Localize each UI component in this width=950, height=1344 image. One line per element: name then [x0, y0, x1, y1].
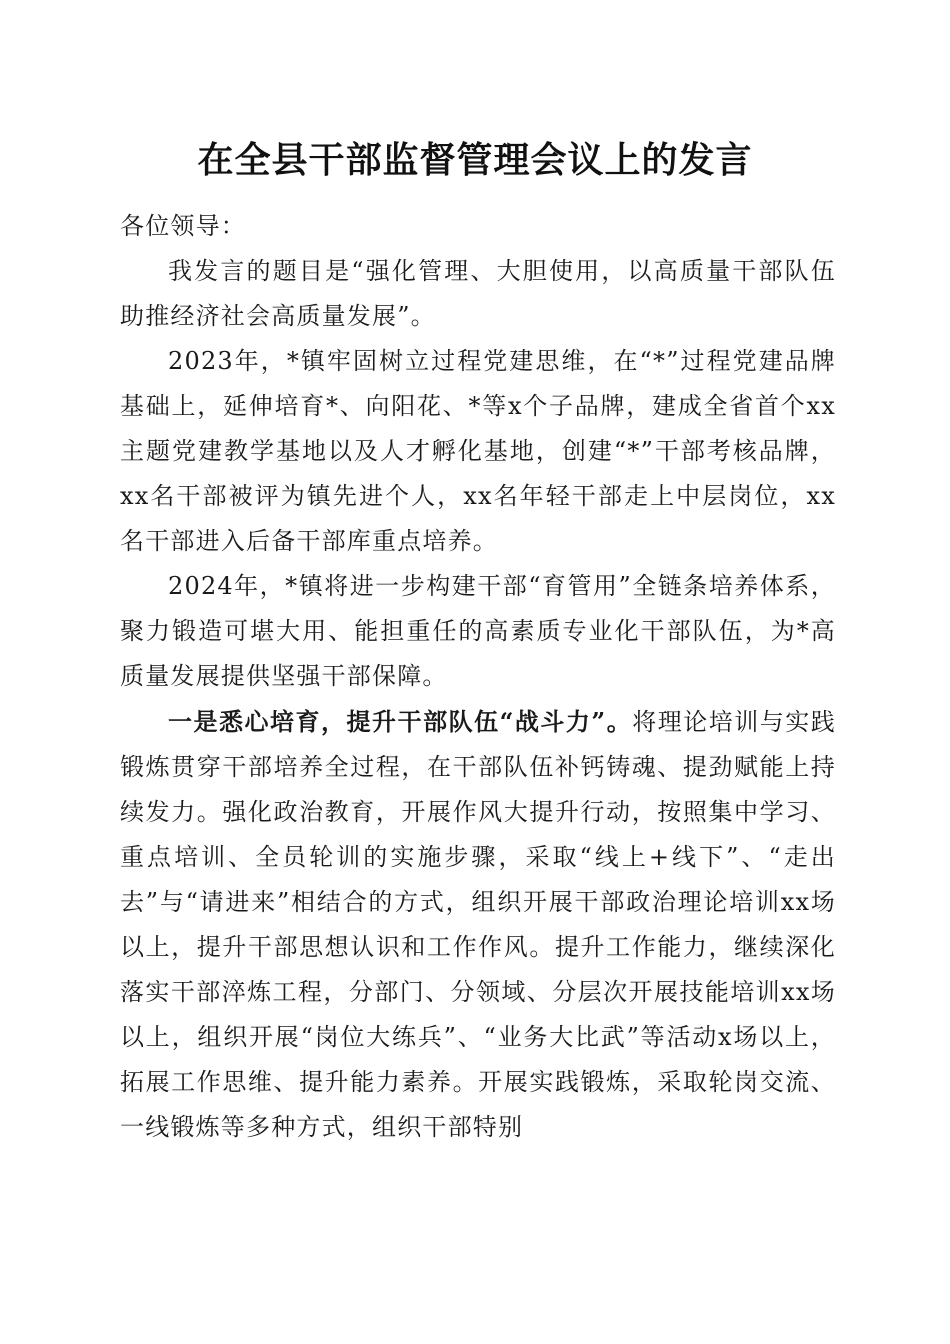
paragraph-text: 2023年，*镇牢固树立过程党建思维，在“*”过程党建品牌基础上，延伸培育*、向阳花、*等x个子品牌，建成全省首个xx主题党建教学基地以及人才孵化基地，创建“*”干部考核品牌，xx名干部被评为镇先进个人，xx名年轻干部走上中层岗位，xx名干部进入后备干部库重点培养。: [120, 347, 836, 555]
paragraph-text: 2024年，*镇将进一步构建干部“育管用”全链条培养体系，聚力锻造可堪大用、能担重任的高素质专业化干部队伍，为*高质量发展提供坚强干部保障。: [120, 572, 836, 690]
paragraph-point-one: [120, 699, 836, 1150]
paragraph-text: 将理论培训与实践锻炼贯穿干部培养全过程，在干部队伍补钙铸魂、提劲赋能上持续发力。强化政治教育，开展作风大提升行动，按照集中学习、重点培训、全员轮训的实施步骤，采取“线上+线下”、“走出去”与“请进来”相结合的方式，组织开展干部政治理论培训xx场以上，提升干部思想认识和工作作风。提升工作能力，继续深化落实干部淬炼工程，分部门、分领域、分层次开展技能培训xx场以上，组织开展“岗位大练兵”、“业务大比武”等活动x场以上，拓展工作思维、提升能力素养。开展实践锻炼，采取轮岗交流、一线锻炼等多种方式，组织干部特别: [120, 708, 836, 1141]
paragraph-text: 我发言的题目是“强化管理、大胆使用，以高质量干部队伍助推经济社会高质量发展”。: [120, 257, 836, 330]
document-body: [120, 204, 836, 1150]
paragraph-topic: [120, 249, 836, 339]
paragraph-lead-heading: 一是悉心培育，提升干部队伍“战斗力”。: [168, 707, 633, 736]
document-title: 在全县干部监督管理会议上的发言: [197, 139, 753, 181]
paragraph-2024: [120, 564, 836, 699]
paragraph-2023: [120, 339, 836, 564]
salutation: 各位领导：: [120, 212, 246, 240]
